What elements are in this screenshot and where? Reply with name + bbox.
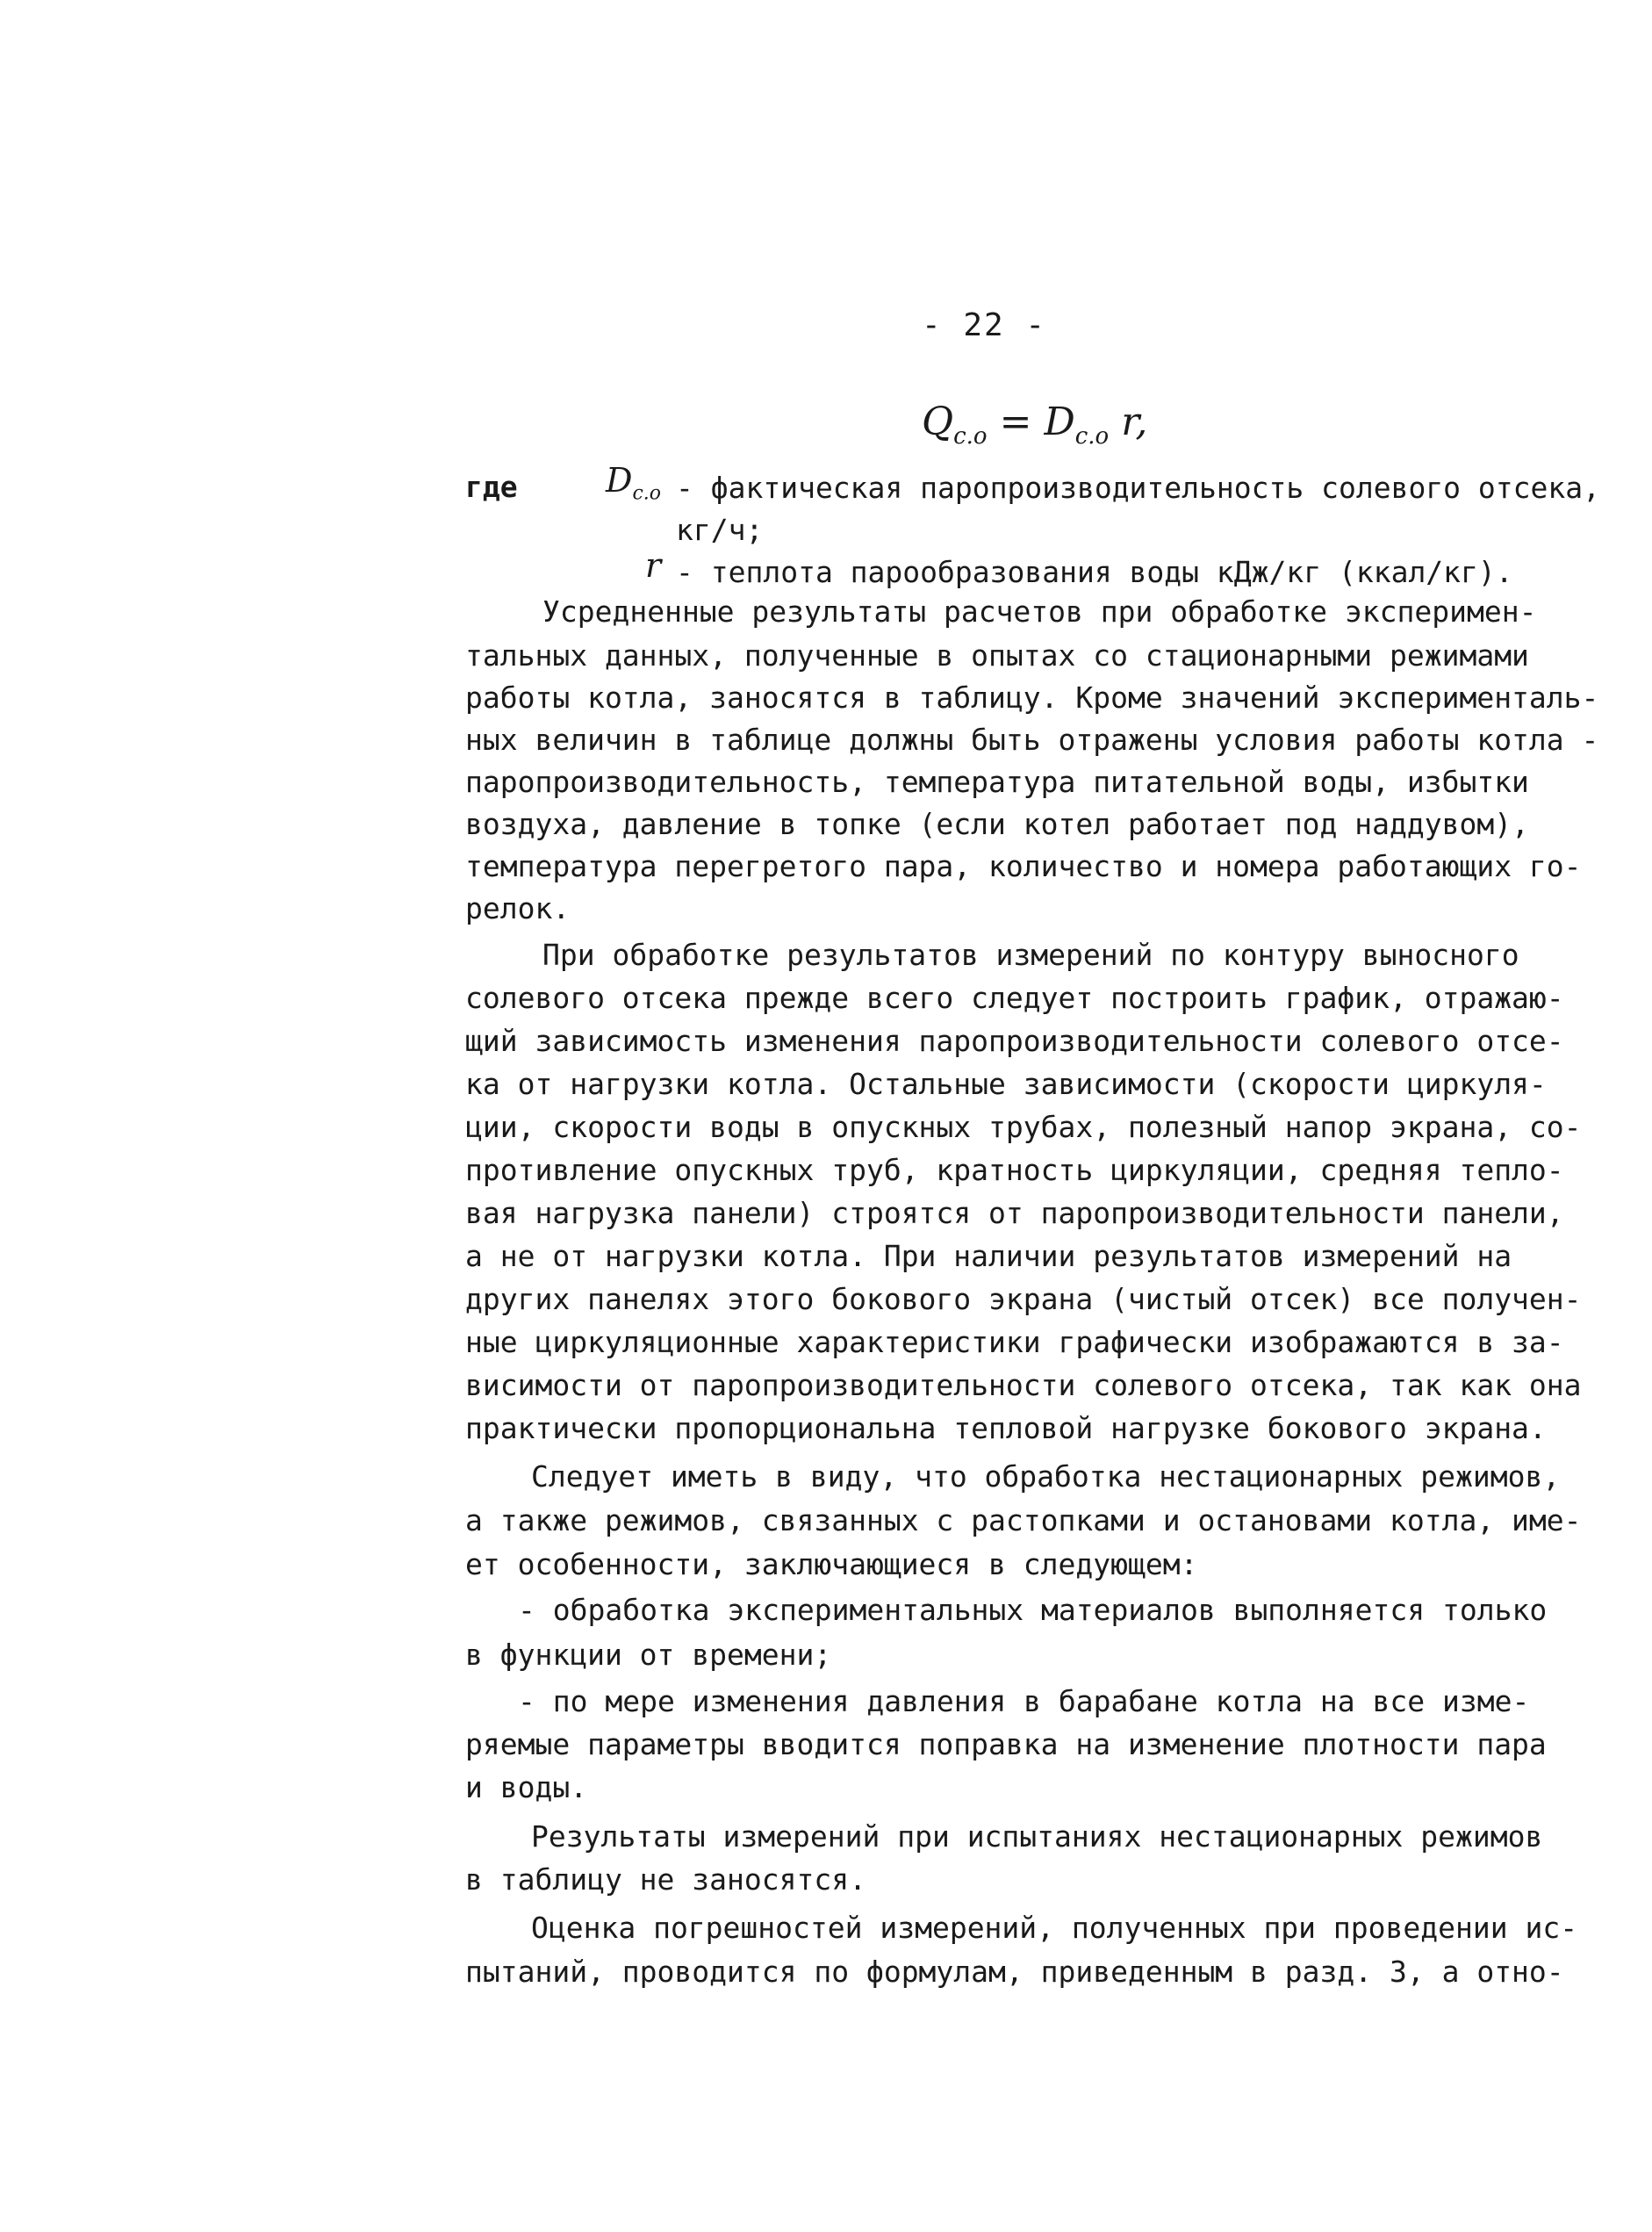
paragraph-line: воздуха, давление в топке (если котел работает под наддувом), bbox=[465, 807, 1529, 841]
list-item: - по мере изменения давления в барабане котла на все изме- bbox=[518, 1684, 1530, 1718]
definition-text: - фактическая паропроизводительность солевого отсека, кг/ч; bbox=[676, 471, 1600, 547]
paragraph-line: ные циркуляционные характеристики графически изображаются в за- bbox=[465, 1325, 1564, 1359]
formula-lhs: Q bbox=[922, 400, 954, 444]
paragraph-line: релок. bbox=[465, 891, 571, 925]
definition-text: - теплота парообразования воды кДж/кг (ккал/кг). bbox=[676, 555, 1513, 589]
list-item: - обработка экспериментальных материалов выполняется только bbox=[518, 1593, 1548, 1627]
formula-tail: r, bbox=[1121, 400, 1148, 444]
paragraph-line: противление опускных труб, кратность циркуляции, средняя тепло- bbox=[465, 1153, 1564, 1187]
paragraph-line: и воды. bbox=[465, 1770, 588, 1804]
formula-equals: = bbox=[999, 400, 1032, 444]
paragraph-line: ряемые параметры вводится поправка на изменение плотности пара bbox=[465, 1727, 1547, 1761]
paragraph-line: вая нагрузка панели) строятся от паропроизводительности панели, bbox=[465, 1196, 1564, 1230]
paragraph-line: ных величин в таблице должны быть отражены условия работы котла - bbox=[465, 723, 1599, 757]
page-number: - 22 - bbox=[922, 307, 1047, 343]
paragraph-line: пытаний, проводится по формулам, приведенным в разд. 3, а отно- bbox=[465, 1955, 1564, 1989]
paragraph-line: а не от нагрузки котла. При наличии результатов измерений на bbox=[465, 1239, 1512, 1273]
paragraph-line: тальных данных, полученные в опытах со стационарными режимами bbox=[465, 638, 1529, 673]
paragraph-line: температура перегретого пара, количество и номера работающих го- bbox=[465, 849, 1582, 883]
formula-rhs: D bbox=[1044, 400, 1075, 444]
paragraph-line: При обработке результатов измерений по контуру выносного bbox=[542, 938, 1519, 972]
paragraph-line: работы котла, заносятся в таблицу. Кроме значений эксперименталь- bbox=[465, 680, 1599, 715]
paragraph-line: других панелях этого бокового экрана (чистый отсек) все получен- bbox=[465, 1282, 1582, 1316]
formula bbox=[922, 400, 1147, 450]
paragraph-line: в функции от времени; bbox=[465, 1638, 832, 1672]
paragraph-line: практически пропорциональна тепловой нагрузке бокового экрана. bbox=[465, 1411, 1547, 1445]
definition-symbol: $D_{с.о}$ bbox=[606, 461, 662, 505]
formula-lhs-sub: с.о bbox=[953, 422, 988, 450]
paragraph-line: ет особенности, заключающиеся в следующем: bbox=[465, 1547, 1198, 1581]
paragraph-line: висимости от паропроизводительности солевого отсека, так как она bbox=[465, 1368, 1582, 1402]
where-label: где bbox=[465, 470, 518, 504]
paragraph-line: а также режимов, связанных с растопками и остановами котла, име- bbox=[465, 1503, 1582, 1537]
paragraph-line: солевого отсека прежде всего следует построить график, отражаю- bbox=[465, 981, 1564, 1015]
paragraph-line: Следует иметь в виду, что обработка нестационарных режимов, bbox=[531, 1459, 1561, 1494]
paragraph-line: щий зависимость изменения паропроизводительности солевого отсе- bbox=[465, 1024, 1564, 1058]
paragraph-line: Усредненные результаты расчетов при обработке эксперимен- bbox=[542, 594, 1537, 629]
paragraph-line: ка от нагрузки котла. Остальные зависимости (скорости циркуля- bbox=[465, 1067, 1547, 1101]
formula-rhs-sub: с.о bbox=[1074, 422, 1110, 450]
paragraph-line: паропроизводительность, температура питательной воды, избытки bbox=[465, 765, 1529, 799]
paragraph-line: в таблицу не заносятся. bbox=[465, 1862, 866, 1897]
paragraph-line: ции, скорости воды в опускных трубах, полезный напор экрана, со- bbox=[465, 1110, 1582, 1144]
paragraph-line: Результаты измерений при испытаниях нестационарных режимов bbox=[531, 1819, 1543, 1854]
paragraph-line: Оценка погрешностей измерений, полученных при проведении ис- bbox=[531, 1911, 1578, 1945]
definition-symbol: r bbox=[645, 546, 662, 585]
